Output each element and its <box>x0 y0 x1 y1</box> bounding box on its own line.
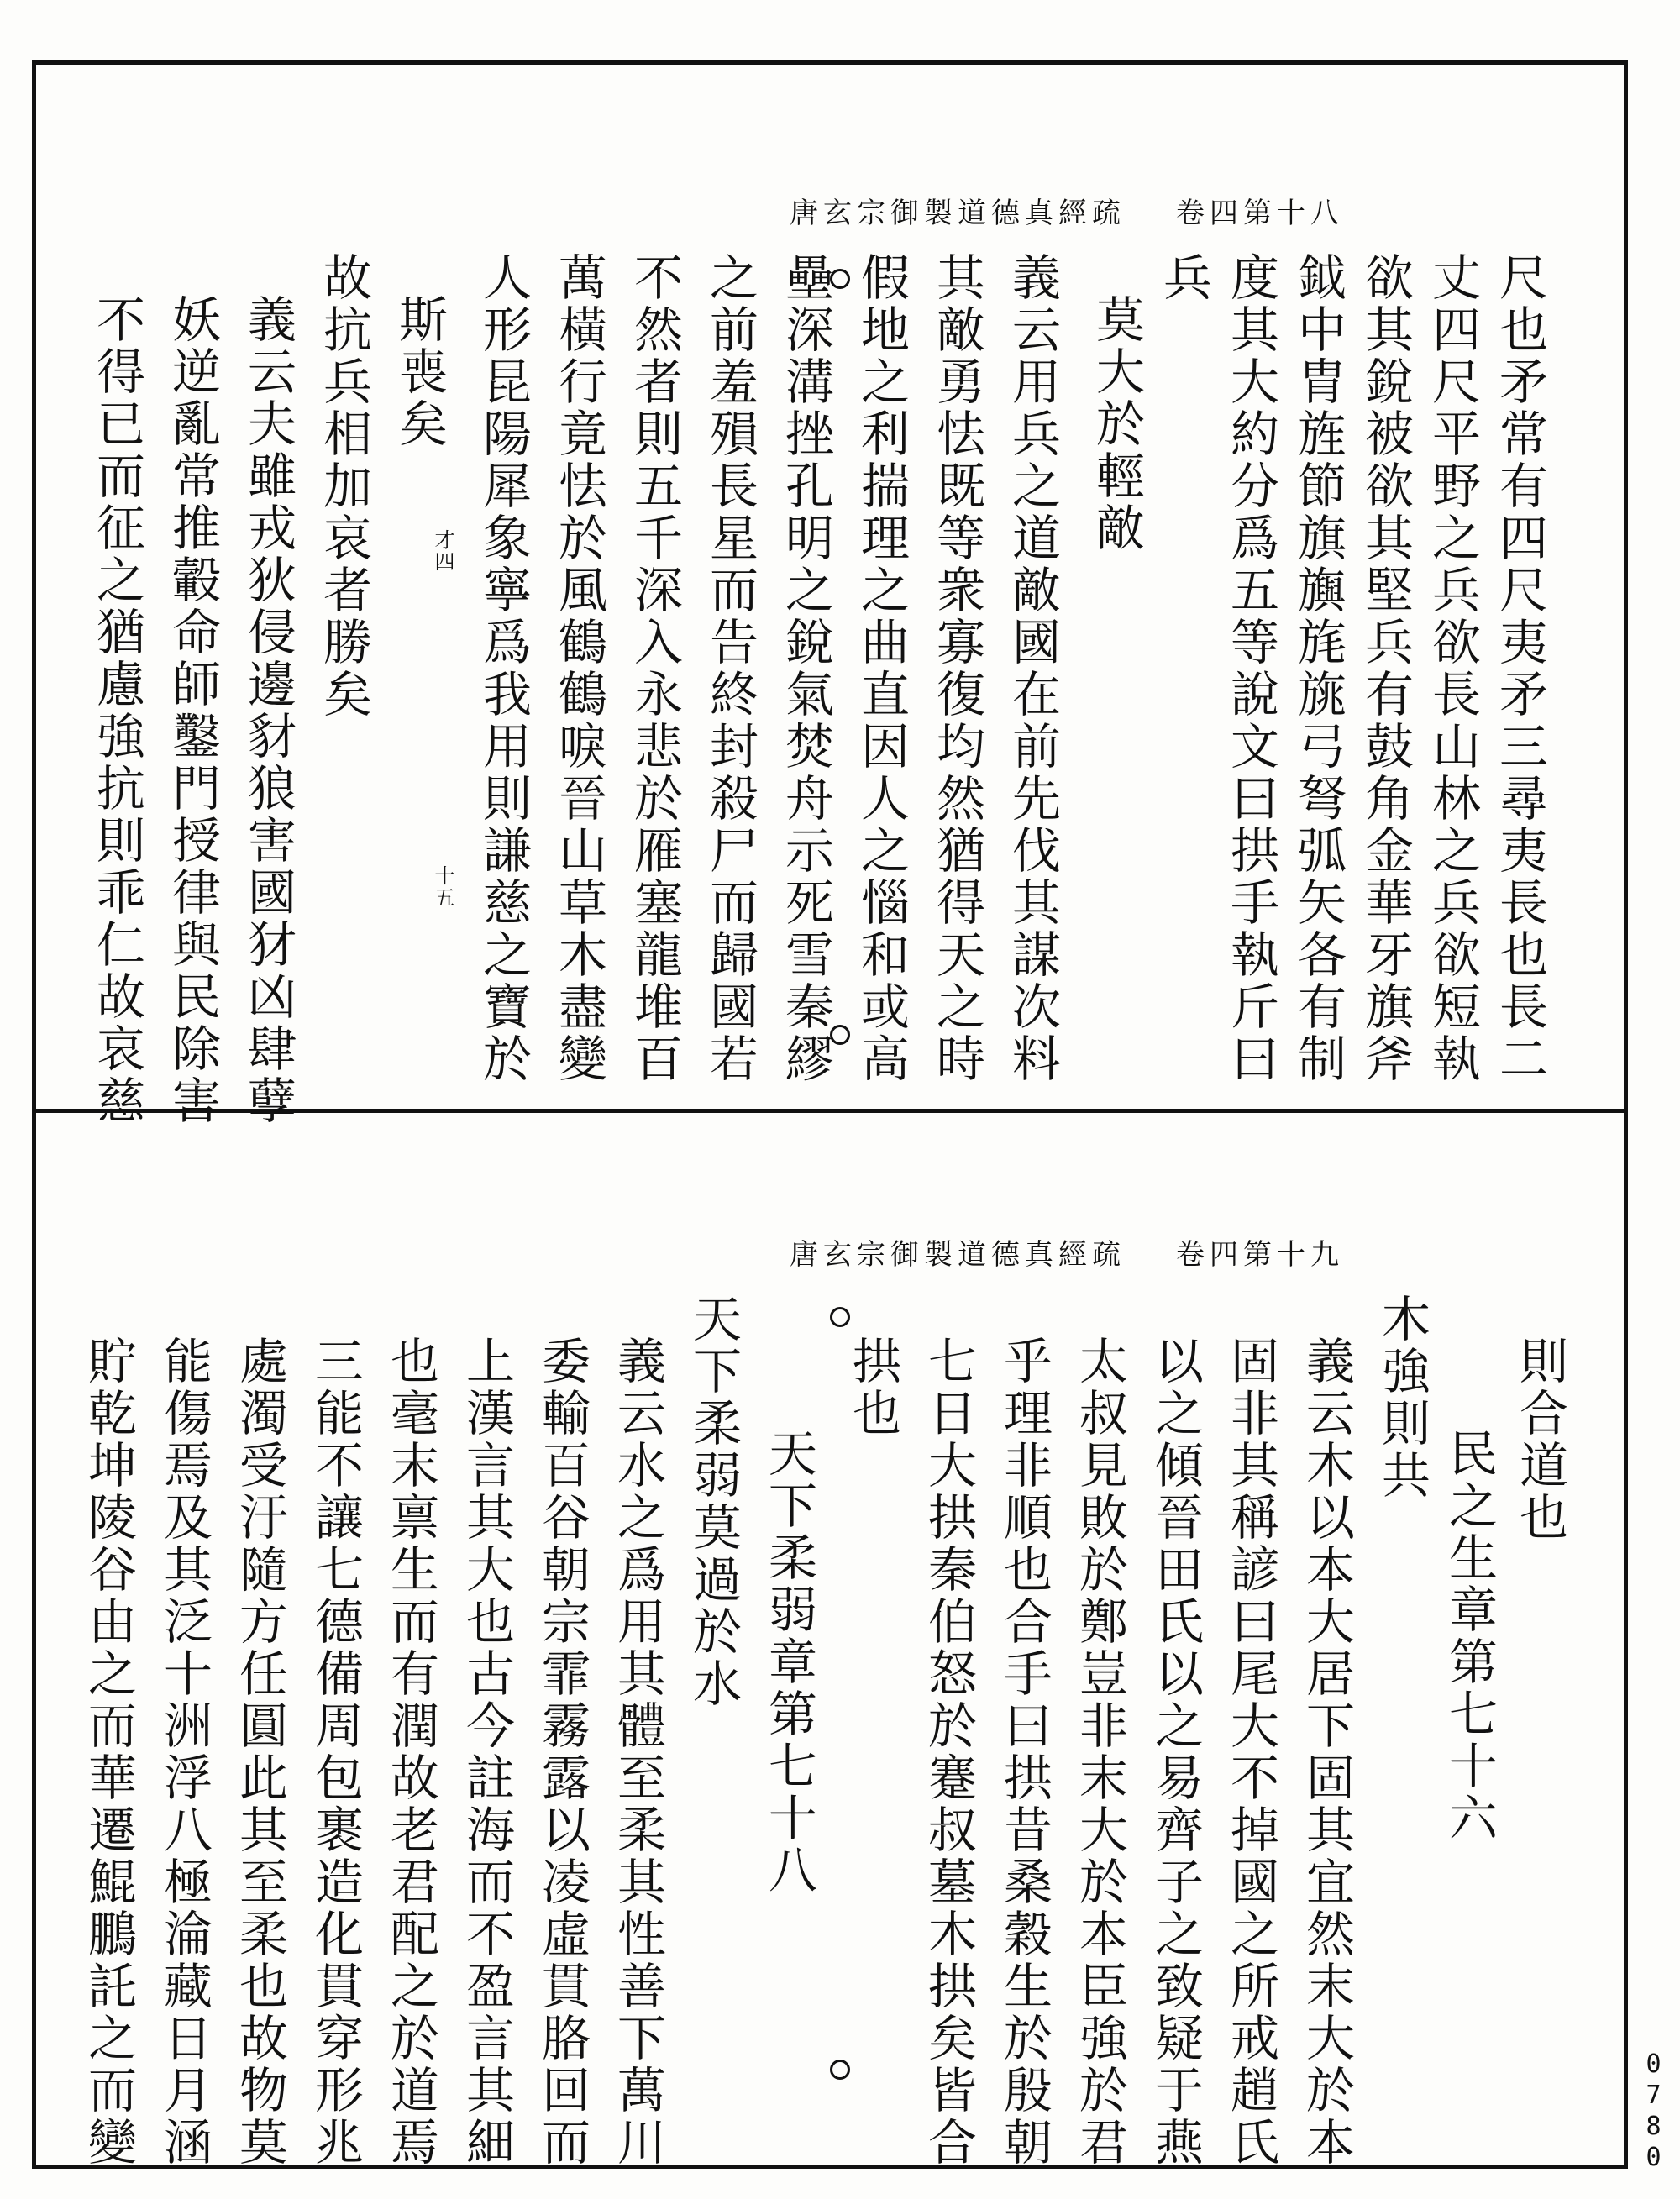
fold-marker <box>830 2060 850 2080</box>
upper-column: 故抗兵相加哀者勝矣 <box>315 252 372 721</box>
lower-column: 能傷焉及其泛十洲浮八極淪藏日月涵 <box>155 1336 213 2169</box>
upper-column: 莫大於輕敵 <box>1088 294 1145 554</box>
fold-marker <box>830 1025 850 1045</box>
upper-column: 妖逆亂常推轂命師鑿門授律與民除害 <box>164 294 221 1127</box>
page-number: 0780 <box>1639 2049 1668 2174</box>
lower-column: 義云木以本大居下固其宜然末大於本 <box>1298 1336 1355 2169</box>
upper-column: 兵 <box>1155 252 1212 304</box>
lower-column: 固非其稱諺曰尾大不掉國之所戒趙氏 <box>1222 1336 1279 2169</box>
upper-column: 鉞中胄旌節旗旟旄旐弓弩弧矢各有制 <box>1289 252 1347 1085</box>
lower-column: 七日大拱秦伯怒於蹇叔墓木拱矣皆合 <box>920 1336 977 2169</box>
upper-column: 度其大約分爲五等說文曰拱手執斤曰 <box>1222 252 1279 1085</box>
upper-column: 其敵勇怯既等衆寡復均然猶得天之時 <box>928 252 985 1085</box>
upper-column: 義云夫雖戎狄侵邊豺狼害國犲凶肆孽 <box>239 294 297 1127</box>
upper-column: 斯喪矣 <box>391 294 448 450</box>
lower-header-juan: 卷四第十九 <box>1176 1237 1344 1272</box>
lower-column: 上漢言其大也古今註海而不盈言其細 <box>458 1336 515 2169</box>
upper-header <box>588 193 1344 230</box>
fold-marker <box>830 269 850 289</box>
fold-marker <box>830 1307 850 1327</box>
upper-column: 人形昆陽犀象寧爲我用則謙慈之寶於 <box>475 252 532 1085</box>
upper-column: 丈四尺平野之兵欲長山林之兵欲短執 <box>1424 252 1481 1085</box>
upper-column: 之前羞殞長星而告終封殺尸而歸國若 <box>701 252 759 1085</box>
upper-column: 義云用兵之道敵國在前先伐其謀次料 <box>1004 252 1061 1085</box>
lower-header <box>588 1235 1344 1272</box>
upper-header-juan: 卷四第十八 <box>1176 196 1344 230</box>
lower-column: 天下柔弱莫過於水 <box>685 1294 742 1710</box>
upper-margin-note-top: 才四 <box>431 529 454 573</box>
lower-column: 天下柔弱章第七十八 <box>760 1428 817 1897</box>
upper-column: 尺也矛常有四尺夷矛三尋夷長也長二 <box>1491 252 1548 1085</box>
upper-header-title: 唐玄宗御製道德真經疏 <box>790 196 1126 230</box>
lower-column: 乎理非順也合手曰拱昔桑穀生於殷朝 <box>995 1336 1053 2169</box>
upper-margin-note-bottom: 十五 <box>431 865 454 909</box>
lower-column: 則合道也 <box>1511 1336 1568 1544</box>
lower-column: 也毫末禀生而有潤故老君配之於道焉 <box>382 1336 439 2169</box>
upper-column: 不得已而征之猶慮強抗則乖仁故哀慈 <box>88 294 145 1127</box>
lower-column: 委輸百谷朝宗霏霧露以凌虛貫胳回而 <box>533 1336 591 2169</box>
lower-header-title: 唐玄宗御製道德真經疏 <box>790 1237 1126 1272</box>
lower-column: 拱也 <box>844 1336 901 1440</box>
lower-column: 木強則共 <box>1373 1294 1431 1502</box>
lower-column: 太叔見敗於鄭豈非末大於本臣強於君 <box>1071 1336 1128 2169</box>
upper-column: 不然者則五千深入永悲於雁塞龍堆百 <box>626 252 683 1085</box>
upper-column: 欲其銳被欲其堅兵有鼓角金華牙旗斧 <box>1357 252 1414 1085</box>
lower-column: 民之生章第七十六 <box>1441 1428 1498 1845</box>
lower-column: 三能不讓七德備周包裹造化貫穿形兆 <box>307 1336 364 2169</box>
upper-column: 假地之利揣理之曲直因人之惱和或高 <box>853 252 910 1085</box>
lower-column: 貯乾坤陵谷由之而華遷鯤鵬託之而變 <box>80 1336 137 2169</box>
lower-column: 義云水之爲用其體至柔其性善下萬川 <box>609 1336 666 2169</box>
upper-column: 萬橫行竟怯於風鶴鶴唳晉山草木盡變 <box>550 252 607 1085</box>
lower-column: 處濁受汙隨方任圓此其至柔也故物莫 <box>231 1336 288 2169</box>
lower-column: 以之傾晉田氏以之易齊子之致疑于燕 <box>1147 1336 1204 2169</box>
upper-column: 壘深溝挫孔明之銳氣焚舟示死雪秦繆 <box>777 252 834 1085</box>
